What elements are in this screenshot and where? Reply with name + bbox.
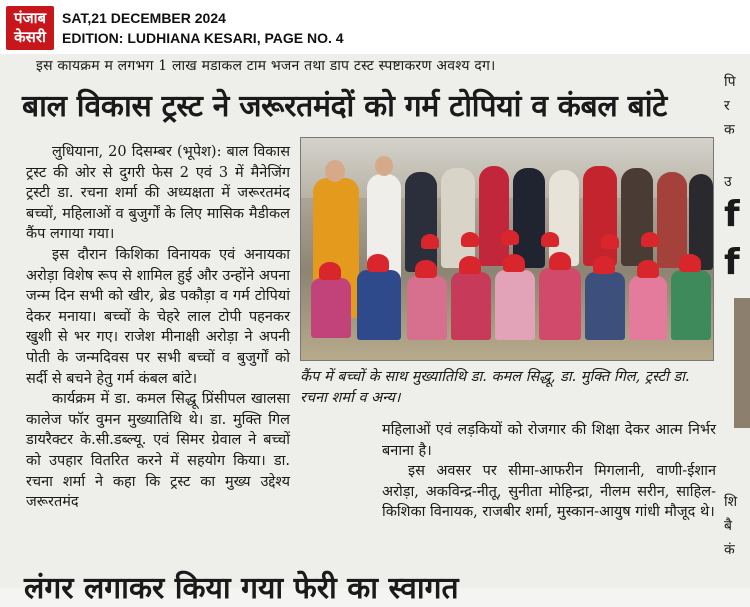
article-headline: बाल विकास ट्रस्ट ने जरूरतमंदों को गर्म टोपियां व कंबल बांटे bbox=[22, 89, 667, 124]
photo-child bbox=[495, 270, 535, 340]
photo-person-adult bbox=[513, 168, 545, 268]
adjacent-text-fragment: क bbox=[724, 122, 735, 138]
adjacent-headline-fragment: f bbox=[724, 194, 740, 235]
edition-info: EDITION: LUDHIANA KESARI, PAGE NO. 4 bbox=[62, 30, 344, 46]
photo-person-adult bbox=[441, 168, 475, 268]
event-photo bbox=[300, 137, 714, 361]
article-paragraph-3: कार्यक्रम में डा. कमल सिद्धू प्रिंसीपल खालसा कालेज फॉर वुमन मुख्यातिथि थे। डा. मुक्ति गिल डायरैक्टर के.सी.डब्ल्यू. एवं सिमर ग्रेवाल ने बच्चों को उपहार वितरित करने में सहयोग किया। डा. रचना शर्मा ने कहा कि ट्रस्ट का मुख्य उद्देश्य जरूरतमंद bbox=[26, 391, 290, 511]
red-cap bbox=[549, 252, 571, 270]
publication-date: SAT,21 DECEMBER 2024 bbox=[62, 10, 226, 26]
red-cap bbox=[459, 256, 481, 274]
newspaper-clipping bbox=[0, 54, 750, 606]
photo-child bbox=[451, 272, 491, 340]
photo-child bbox=[585, 272, 625, 340]
adjacent-text-fragment: बै bbox=[724, 518, 732, 534]
article-paragraph-1: लुधियाना, 20 दिसम्बर (भूपेश): बाल विकास ट्रस्ट की ओर से दुगरी फेस 2 एवं 3 में मैनेजिंग ट्रस्टी डा. रचना शर्मा की अध्यक्षता में जरूरतमंद बच्चों, महिलाओं व बुजुर्गों के लिए मासिक मैडीकल कैंप लगाया गया। bbox=[26, 144, 290, 243]
red-cap bbox=[593, 256, 615, 274]
adjacent-article-edge bbox=[724, 54, 750, 588]
cut-off-next-headline: लंगर लगाकर किया गया फेरी का स्वागत bbox=[24, 571, 459, 606]
red-cap bbox=[679, 254, 701, 272]
photo-person-head bbox=[375, 156, 393, 176]
red-cap bbox=[641, 232, 659, 247]
article-paragraph-5: इस अवसर पर सीमा-आफरीन मिगलानी, वाणी-ईशान अरोड़ा, अकविन्द्र-नीतू, सुनीता मोहिन्द्रा, नीलम सरीन, साहिल-किशिका विनायक, राजबीर शर्मा, मुस्कान-आयुष गांधी मौजूद थे। bbox=[382, 463, 716, 521]
article-paragraph-2: इस दौरान किशिका विनायक एवं अनायका अरोड़ा विशेष रूप से शामिल हुई और उन्होंने अपना जन्म दिन सभी को खीर, ब्रेड पकौड़ा व गर्म टोपियां देकर मनाया। बच्चों के चेहरे लाल टोपी पहनकर खुशी से भर गए। राजेश मीनाक्षी अरोड़ा ने अपनी पोती के जन्मदिवस पर सभी बच्चों व बुजुर्गों को सर्दी से बचने हेतु गर्म कंबल बांटे। bbox=[26, 246, 290, 387]
photo-person-adult bbox=[405, 172, 437, 272]
photo-child bbox=[357, 270, 401, 340]
red-cap bbox=[501, 230, 519, 245]
photo-child bbox=[539, 268, 581, 340]
photo-child bbox=[629, 276, 667, 340]
red-cap bbox=[503, 254, 525, 272]
logo-line-1: पंजाब bbox=[13, 9, 47, 27]
clipping-meta bbox=[62, 8, 344, 48]
photo-child bbox=[671, 270, 711, 340]
logo-line-2: केसरी bbox=[14, 28, 46, 46]
photo-person-adult bbox=[657, 172, 687, 268]
photo-person-adult bbox=[583, 166, 617, 266]
red-cap bbox=[319, 262, 341, 280]
photo-person-adult bbox=[621, 168, 653, 266]
red-cap bbox=[541, 232, 559, 247]
photo-caption: कैंप में बच्चों के साथ मुख्यातिथि डा. कमल सिद्धू, डा. मुक्ति गिल, ट्रस्टी डा. रचना शर्मा व अन्य। bbox=[300, 369, 690, 406]
photo-child bbox=[311, 278, 351, 338]
red-cap bbox=[637, 260, 659, 278]
red-cap bbox=[421, 234, 439, 249]
cut-off-previous-article-line: इस कायक्रम म लगभग 1 लाख मडाकल टाम भजन तथा डाप टस्ट स्पष्टाकरण अवश्य दग। bbox=[36, 58, 496, 74]
red-cap bbox=[367, 254, 389, 272]
photo-person-adult bbox=[479, 166, 509, 266]
photo-person-head bbox=[325, 160, 345, 182]
photo-person-adult bbox=[549, 170, 579, 266]
adjacent-headline-fragment: f bbox=[724, 242, 740, 283]
punjab-kesari-logo bbox=[6, 6, 54, 50]
photo-child bbox=[407, 276, 447, 340]
red-cap bbox=[601, 234, 619, 249]
adjacent-text-fragment: र bbox=[724, 98, 730, 114]
adjacent-text-fragment: कं bbox=[724, 542, 735, 558]
red-cap bbox=[461, 232, 479, 247]
clipping-header bbox=[0, 0, 750, 54]
article-paragraph-4: महिलाओं एवं लड़कियों को रोजगार की शिक्षा देकर आत्म निर्भर बनाना है। bbox=[382, 422, 716, 459]
article-column-2 bbox=[382, 420, 716, 523]
adjacent-text-fragment: पि bbox=[724, 74, 736, 90]
adjacent-photo-edge bbox=[734, 298, 750, 428]
red-cap bbox=[415, 260, 437, 278]
adjacent-text-fragment: शि bbox=[724, 494, 738, 510]
adjacent-text-fragment: उ bbox=[724, 174, 732, 190]
article-column-1 bbox=[26, 142, 290, 513]
